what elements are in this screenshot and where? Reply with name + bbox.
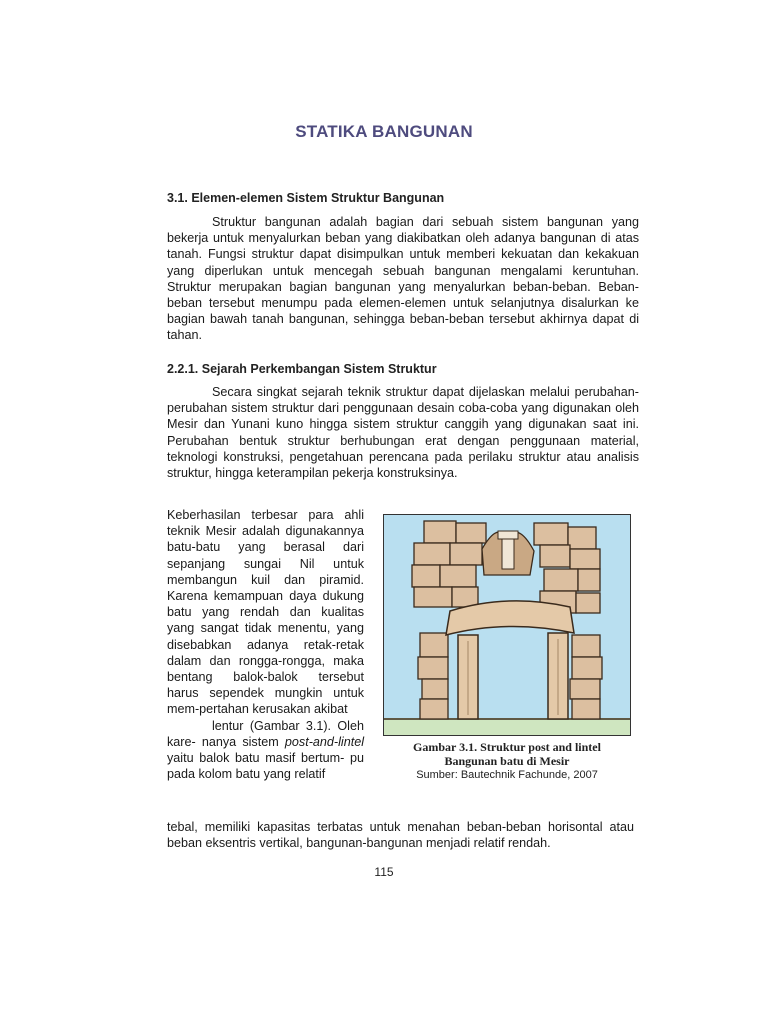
figure-image xyxy=(383,514,631,736)
paragraph-text: Struktur bangunan adalah bagian dari sebuah sistem bangunan yang bekerja untuk menyalurkan beban yang diakibatkan oleh adanya bangunan di atas tanah. Fungsi struktur dapat disimpulkan untuk memberi kekuatan dan kekakuan yang diperlukan untuk mencegah sebuah bangunan mengalami keruntuhan. Struktur merupakan bagian bangunan yang menyalurkan beban-beban. Beban-beban tersebut menumpu pada elemen-elemen untuk selanjutnya disalurkan ke bagian bawah tanah bangunan, sehingga beban-beban tersebut akhirnya dapat di tahan. xyxy=(167,215,639,343)
column-text-2: lentur (Gambar 3.1). Oleh kare- nanya sistem xyxy=(167,718,364,749)
section-paragraph-3-1 xyxy=(167,214,639,344)
column-text-1: Keberhasilan terbesar para ahli teknik Mesir adalah digunakannya batu-batu yang berasal dari sepanjang sungai Nil untuk membangun kuil dan piramid. Karena kemampuan daya dukung batu yang rendah dan kualitas yang sangat tidak menentu, yang disebabkan adanya retak-retak dalam dan rongga-rongga, maka bentang balok-balok tersebut harus sependek mungkin untuk mem-pertahan kerusakan akibat xyxy=(167,508,364,717)
page-title: STATIKA BANGUNAN xyxy=(295,122,473,141)
column-paragraph xyxy=(167,507,364,782)
column-text-3: yaitu balok batu masif bertum- pu pada kolom batu yang relatif xyxy=(167,751,364,782)
post-lintel-illustration xyxy=(384,515,630,735)
figure-source: Sumber: Bautechnik Fachunde, 2007 xyxy=(416,769,598,781)
figure-caption xyxy=(383,740,631,768)
page-number: 115 xyxy=(374,865,394,879)
ground xyxy=(384,718,630,735)
bottom-paragraph: tebal, memiliki kapasitas terbatas untuk menahan beban-beban horisontal atau beban eksentris vertikal, bangunan-bangunan menjadi relatif rendah. xyxy=(167,820,634,851)
section-heading-3-1: 3.1. Elemen-elemen Sistem Struktur Bangunan xyxy=(167,191,445,205)
section-heading-2-2-1: 2.2.1. Sejarah Perkembangan Sistem Struktur xyxy=(167,362,437,376)
paragraph-text: Secara singkat sejarah teknik struktur dapat dijelaskan melalui perubahan-perubahan sistem struktur dari penggunaan desain coba-coba yang digunakan oleh Mesir dan Yunani kuno hingga sistem struktur canggih yang digunakan saat ini. Perubahan bentuk struktur berhubungan erat dengan penggunaan material, teknologi konstruksi, pengetahuan perencana pada perilaku struktur atau analisis struktur, hingga keterampilan pekerja konstruksinya. xyxy=(167,385,639,481)
section-paragraph-2-2-1 xyxy=(167,384,639,481)
caption-line-1: Gambar 3.1. Struktur post and lintel xyxy=(413,740,601,754)
caption-line-2: Bangunan batu di Mesir xyxy=(444,754,570,768)
column-text-italic: post-and-lintel xyxy=(284,734,364,749)
